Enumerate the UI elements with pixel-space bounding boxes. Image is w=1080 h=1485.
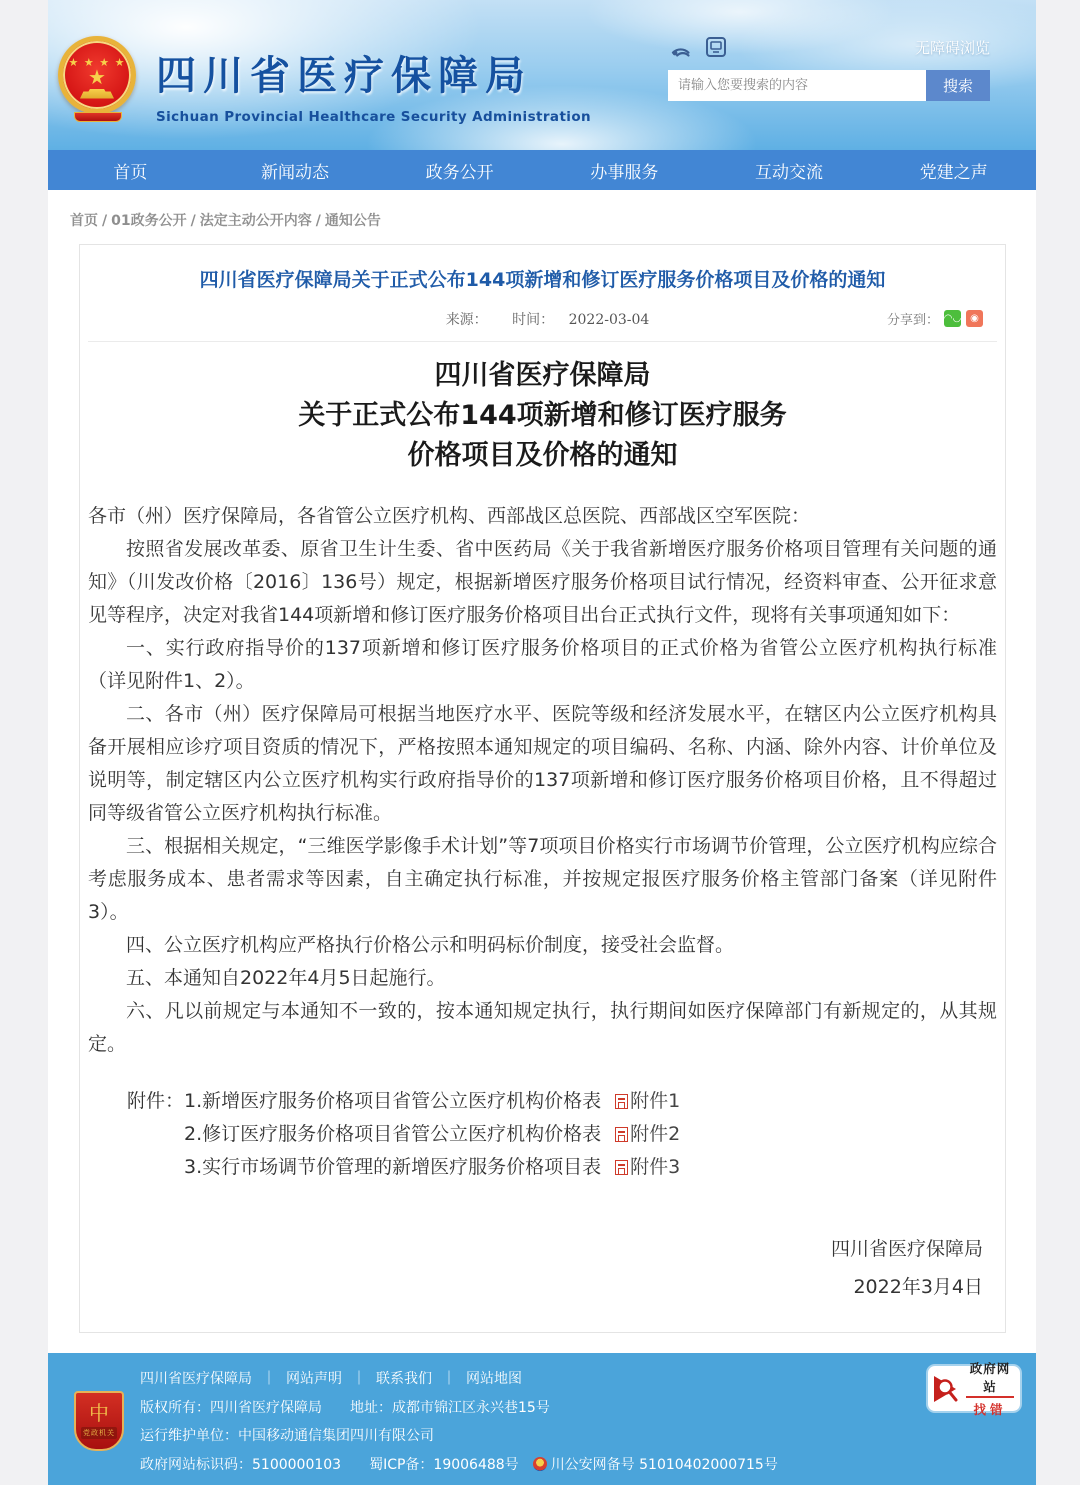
wechat-share-icon[interactable]: ◠◡ [944, 310, 961, 327]
signature-block [88, 1230, 997, 1306]
breadcrumb [48, 210, 1036, 234]
paragraph: 一、实行政府指导价的137项新增和修订医疗服务价格项目的正式价格为省管公立医疗机构执行标准（详见附件1、2）。 [88, 637, 997, 692]
attachment-file-icon[interactable] [615, 1094, 628, 1109]
breadcrumb-segment[interactable]: 01政务公开 [111, 213, 187, 229]
share-row [887, 309, 983, 328]
attachment-link[interactable]: 附件1 [630, 1090, 681, 1112]
article-list-title: 四川省医疗保障局关于正式公布144项新增和修订医疗服务价格项目及价格的通知 [199, 269, 886, 291]
attachments-label: 附件： [127, 1090, 185, 1112]
footer-link[interactable]: 网站声明 [286, 1371, 342, 1387]
site-footer [48, 1353, 1036, 1485]
footer-maintainer-row [140, 1422, 778, 1451]
party-gov-badge-symbol: 中 [89, 1401, 109, 1425]
breadcrumb-separator: / [102, 213, 108, 229]
signature-date: 2022年3月4日 [853, 1276, 983, 1298]
footer-codes-row [140, 1451, 778, 1480]
attachment-item [184, 1085, 680, 1118]
party-gov-badge[interactable] [74, 1391, 124, 1451]
attachment-item [184, 1118, 680, 1151]
breadcrumb-separator: / [190, 213, 196, 229]
emblem-ribbon [74, 112, 122, 122]
meta-divider [88, 341, 997, 342]
brand-text [156, 36, 591, 125]
paragraph: 各市（州）医疗保障局，各省管公立医疗机构、西部战区总医院、西部战区空军医院： [88, 505, 811, 527]
nav-item-新闻动态[interactable]: 新闻动态 [261, 162, 329, 183]
mobile-site-icon[interactable] [704, 35, 728, 59]
police-badge-icon [533, 1457, 547, 1471]
header-right [668, 34, 990, 101]
footer-link-separator: ｜ [442, 1371, 456, 1387]
signature-org: 四川省医疗保障局 [830, 1238, 983, 1260]
site-header [48, 0, 1036, 150]
paragraph: 按照省发展改革委、原省卫生计生委、省中医药局《关于我省新增医疗服务价格项目管理有关问题的通知》（川发改价格〔2016〕136号）规定，根据新增医疗服务价格项目试行情况，经资料审查、公开征求意见等程序，决定对我省144项新增和修订医疗服务价格项目出台正式执行文件，现将有关事项通知如下： [88, 538, 997, 626]
content-column [48, 0, 1036, 1485]
footer-link[interactable]: 四川省医疗保障局 [140, 1371, 252, 1387]
party-gov-badge-label: 党政机关 [83, 1429, 115, 1437]
error-report-magnifier-icon [932, 1372, 962, 1406]
header-utility-row [668, 34, 990, 60]
emblem-big-star: ★ [88, 64, 106, 89]
footer-links-row [140, 1365, 778, 1394]
article-meta [88, 309, 997, 331]
footer-maintainer: 运行维护单位：中国移动通信集团四川有限公司 [140, 1428, 434, 1444]
footer-text [140, 1365, 778, 1479]
publish-date: 2022-03-04 [568, 312, 650, 328]
attachments-block [88, 1085, 997, 1184]
paragraph: 四、公立医疗机构应严格执行价格公示和明码标价制度，接受社会监督。 [126, 934, 735, 956]
nav-item-首页[interactable]: 首页 [113, 162, 148, 183]
footer-link[interactable]: 网站地图 [466, 1371, 522, 1387]
attachment-name: 3.实行市场调节价管理的新增医疗服务价格项目表 [184, 1156, 602, 1178]
error-badge-line1: 政府网站 [966, 1359, 1014, 1398]
site-title-en: Sichuan Provincial Healthcare Security Administration [156, 109, 592, 125]
time-label: 时间： [512, 312, 555, 328]
attachment-link[interactable]: 附件2 [630, 1123, 681, 1145]
site-title-cn: 四川省医疗保障局 [156, 53, 532, 99]
footer-copyright-row [140, 1394, 778, 1423]
rss-icon[interactable] [668, 35, 692, 59]
document-body [88, 500, 997, 1061]
attachment-item [184, 1151, 680, 1184]
breadcrumb-segment[interactable]: 通知公告 [324, 213, 381, 229]
nav-item-政务公开[interactable]: 政务公开 [425, 162, 494, 183]
footer-link-separator: ｜ [262, 1371, 276, 1387]
error-badge-line2: 找错 [973, 1402, 1007, 1417]
footer-police-number[interactable]: 川公安网备号 51010402000715号 [550, 1456, 778, 1473]
main-area [48, 190, 1036, 1353]
document-title-line: 关于正式公布144项新增和修订医疗服务 [298, 400, 787, 431]
weibo-share-icon[interactable]: ◉ [966, 310, 983, 327]
share-label: 分享到： [886, 313, 939, 328]
source-label: 来源： [445, 312, 488, 328]
paragraph: 二、各市（州）医疗保障局可根据当地医疗水平、医院等级和经济发展水平，在辖区内公立医疗机构具备开展相应诊疗项目资质的情况下，严格按照本通知规定的项目编码、名称、内涵、除外内容、计价单位及说明等，制定辖区内公立医疗机构实行政府指导价的137项新增和修订医疗服务价格项目价格，且不得超过同等级省管公立医疗机构执行标准。 [88, 703, 997, 824]
nav-item-党建之声[interactable]: 党建之声 [919, 162, 988, 183]
search-button[interactable]: 搜索 [926, 70, 990, 101]
breadcrumb-segment[interactable]: 首页 [70, 213, 98, 229]
emblem-stars: ★ ★ ★ ★ [68, 55, 126, 69]
attachment-file-icon[interactable] [615, 1127, 628, 1142]
emblem-gate [80, 89, 114, 99]
site-brand [58, 36, 591, 134]
breadcrumb-segment[interactable]: 法定主动公开内容 [199, 213, 312, 229]
document-title [88, 356, 997, 476]
attachment-name: 1.新增医疗服务价格项目省管公立医疗机构价格表 [184, 1090, 602, 1112]
footer-link[interactable]: 联系我们 [376, 1371, 432, 1387]
search-bar [668, 70, 990, 101]
nav-item-互动交流[interactable]: 互动交流 [755, 162, 824, 183]
attachment-name: 2.修订医疗服务价格项目省管公立医疗机构价格表 [184, 1123, 602, 1145]
document-title-line: 价格项目及价格的通知 [407, 440, 678, 471]
national-emblem-logo [58, 36, 138, 134]
article-card [79, 244, 1006, 1333]
search-input[interactable] [668, 70, 926, 101]
attachment-file-icon[interactable] [615, 1160, 628, 1175]
paragraph: 五、本通知自2022年4月5日起施行。 [126, 967, 446, 989]
footer-link-separator: ｜ [352, 1371, 366, 1387]
footer-site-code: 政府网站标识码：5100000103 [140, 1456, 342, 1473]
attachment-link[interactable]: 附件3 [630, 1156, 681, 1178]
footer-address: 地址：成都市锦江区永兴巷15号 [350, 1399, 550, 1416]
accessibility-link[interactable]: 无障碍浏览 [914, 38, 990, 57]
attachments-list [184, 1085, 680, 1184]
paragraph: 三、根据相关规定，“三维医学影像手术计划”等7项项目价格实行市场调节价管理，公立医疗机构应综合考虑服务成本、患者需求等因素，自主确定执行标准，并按规定报医疗服务价格主管部门备案（详见附件3）。 [88, 835, 997, 923]
emblem-ring [58, 36, 136, 114]
gov-site-error-report-badge[interactable] [928, 1361, 1020, 1417]
nav-item-办事服务[interactable]: 办事服务 [590, 162, 659, 183]
footer-copyright: 版权所有：四川省医疗保障局 [140, 1399, 322, 1416]
footer-icp: 蜀ICP备：19006488号 [369, 1456, 519, 1473]
breadcrumb-separator: / [315, 213, 321, 229]
main-nav [48, 150, 1036, 190]
error-report-text [966, 1359, 1014, 1418]
paragraph: 六、凡以前规定与本通知不一致的，按本通知规定执行，执行期间如医疗保障部门有新规定的，从其规定。 [88, 1000, 997, 1055]
document-title-line: 四川省医疗保障局 [434, 360, 651, 391]
